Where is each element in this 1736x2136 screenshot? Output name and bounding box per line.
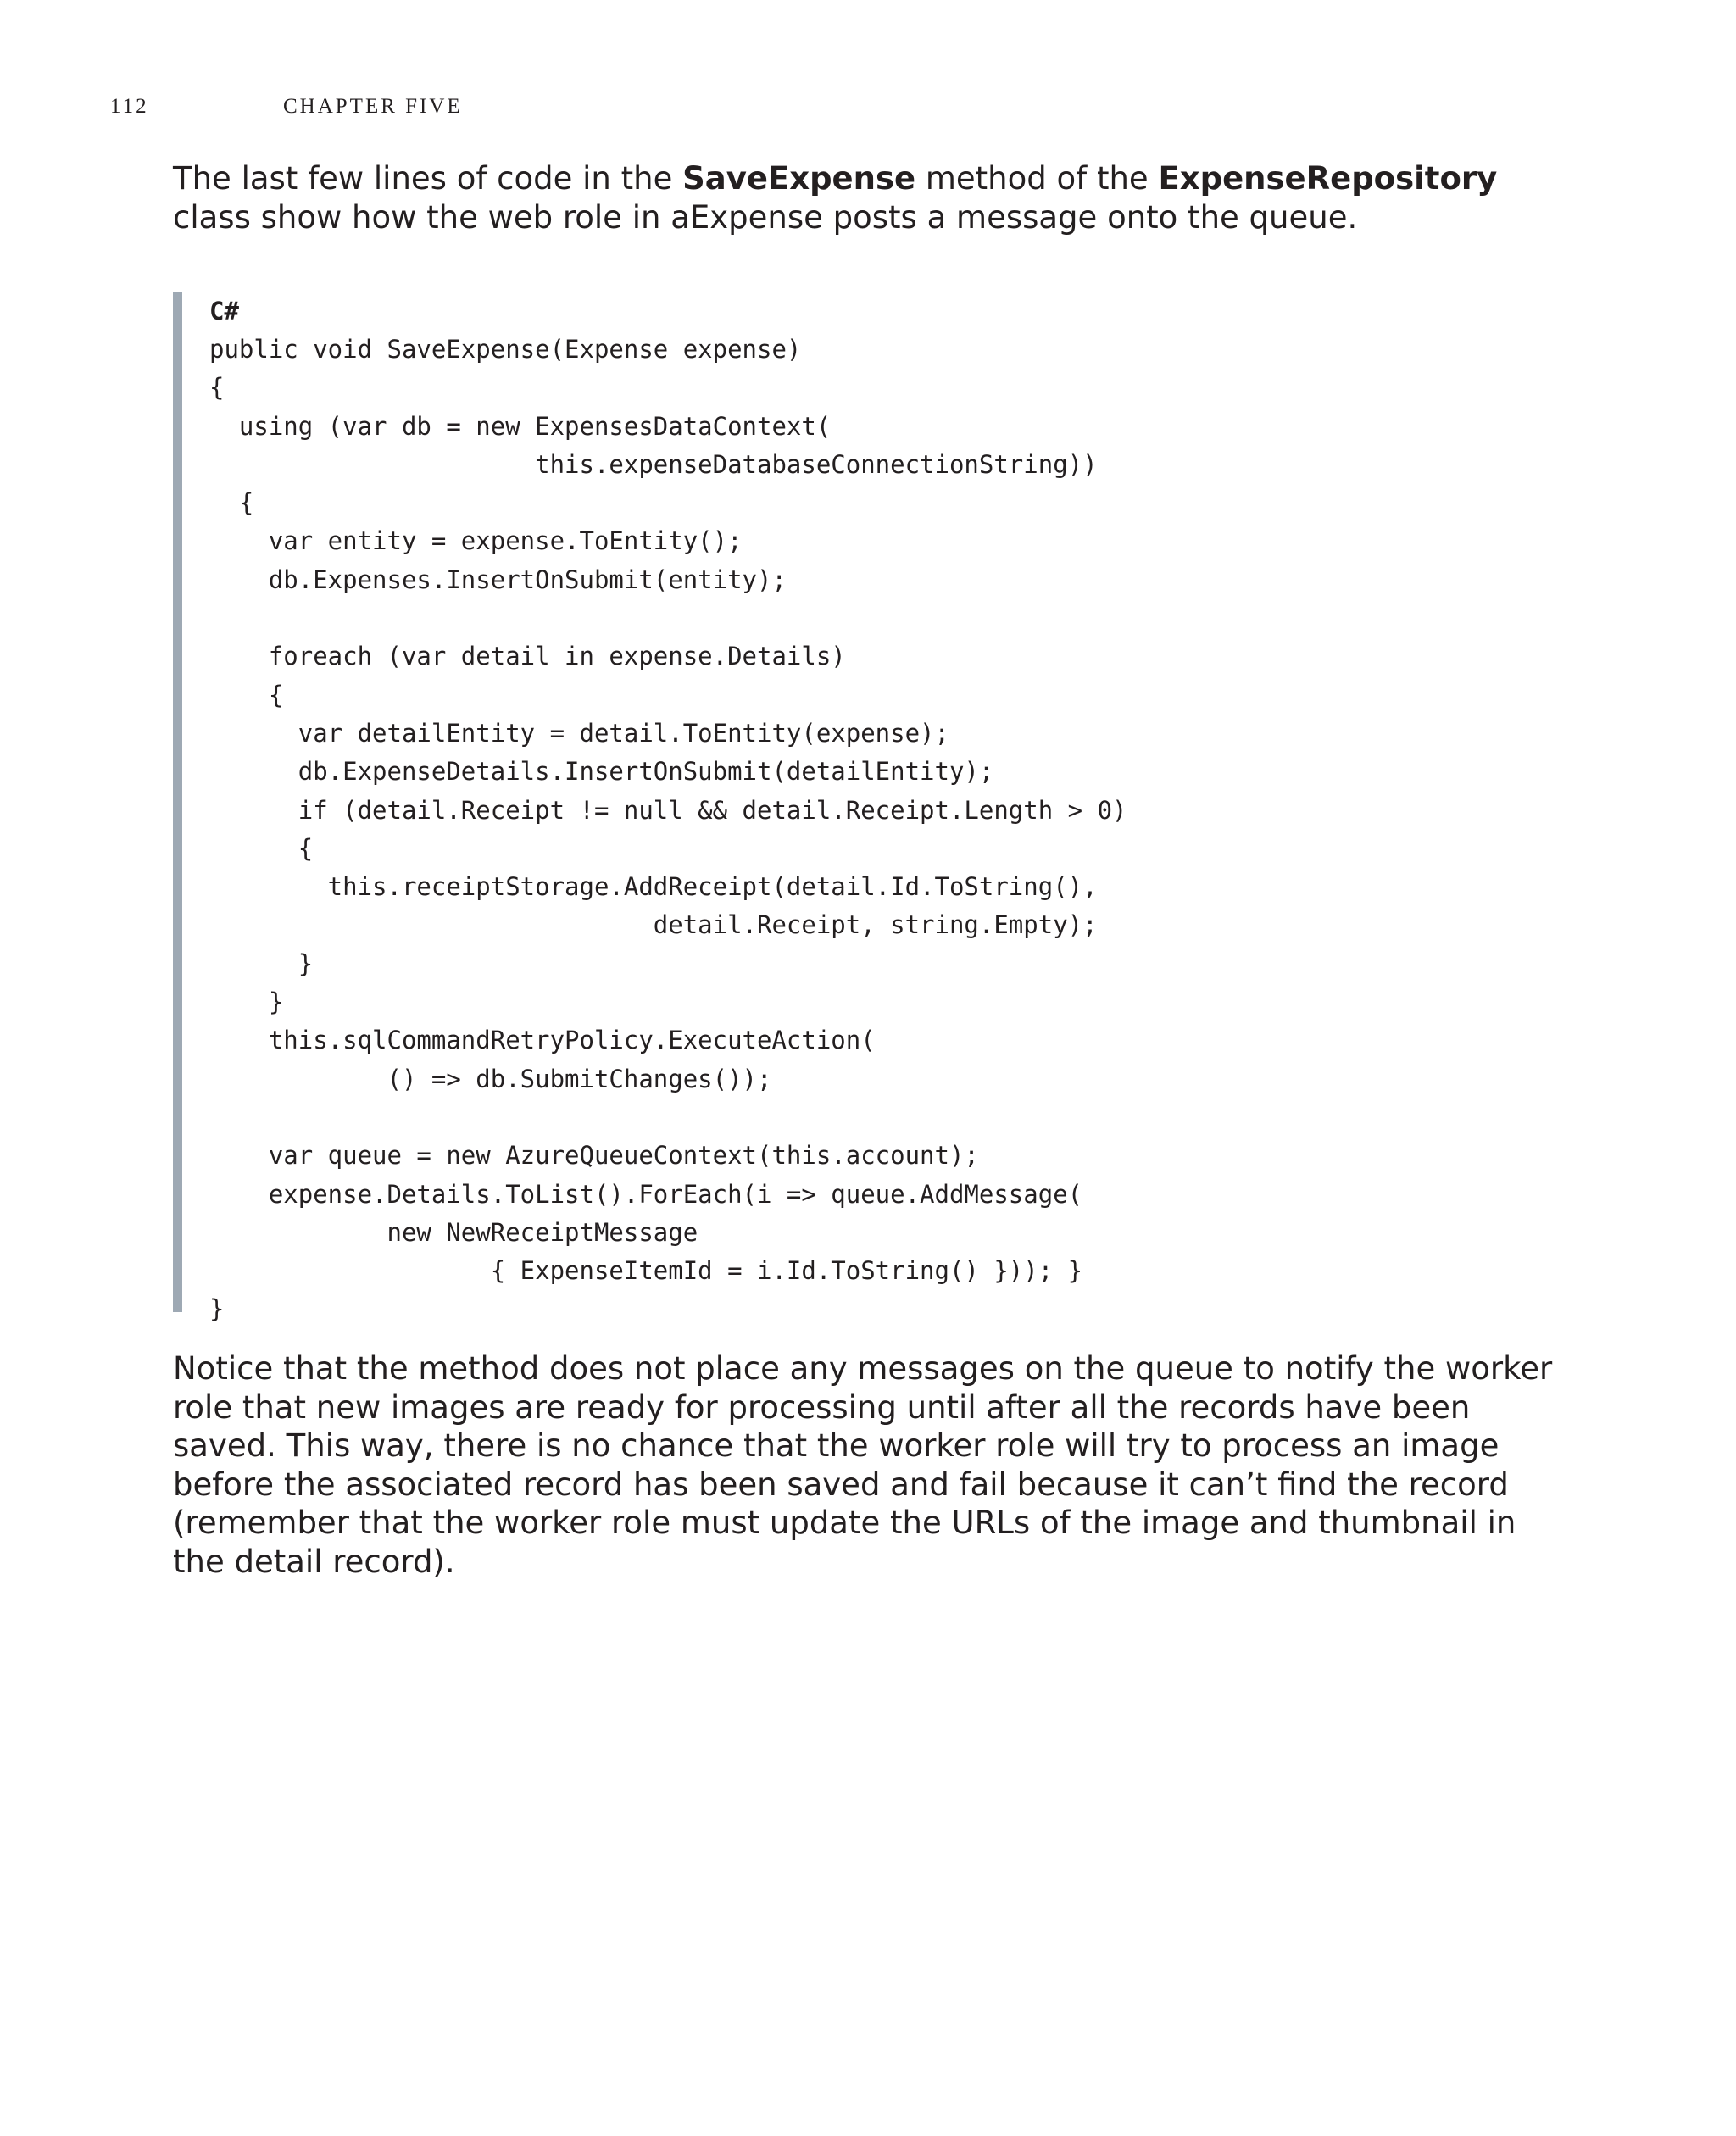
intro-paragraph [173,159,1556,236]
code-line: { [209,833,314,863]
code-line: expense.Details.ToList().ForEach(i => queue.AddMessage( [209,1179,1083,1209]
code-line: { [209,488,254,518]
code-line: } [209,948,314,978]
code-line [209,599,1127,637]
code-line: this.expenseDatabaseConnectionString)) [209,449,1098,479]
intro-text-1: The last few lines of code in the [173,160,683,197]
code-line: public void SaveExpense(Expense expense) [209,335,802,364]
code-line: this.sqlCommandRetryPolicy.ExecuteAction( [209,1026,876,1055]
code-line [209,1099,1127,1137]
code-line: } [209,1294,225,1324]
code-line: db.Expenses.InsertOnSubmit(entity); [209,565,787,594]
code-language-label: C# [209,297,239,325]
code-line: using (var db = new ExpensesDataContext( [209,411,832,441]
intro-text-3: class show how the web role in aExpense posts a message onto the queue. [173,198,1358,236]
code-line: } [209,987,284,1017]
code-line: { [209,373,225,403]
code-line: var entity = expense.ToEntity(); [209,526,743,556]
code-line: var queue = new AzureQueueContext(this.account); [209,1141,979,1171]
notice-paragraph: Notice that the method does not place any messages on the queue to notify the worker role that new images are ready for processing until after all the records have been saved. This way, there is no chance that the worker role will try to process an image before the associated record has been saved and fail because it can’t find the record (remember that the worker role must update the URLs of the image and thumbnail in the detail record). [173,1350,1553,1580]
page-number: 112 [110,95,149,118]
code-line: detail.Receipt, string.Empty); [209,910,1098,940]
code-line: foreach (var detail in expense.Details) [209,642,846,671]
code-line: if (detail.Receipt != null && detail.Receipt.Length > 0) [209,795,1127,825]
code-line: { ExpenseItemId = i.Id.ToString() })); } [209,1256,1083,1286]
code-lines [209,331,1127,1329]
chapter-title: CHAPTER FIVE [283,95,463,118]
code-line: db.ExpenseDetails.InsertOnSubmit(detailEntity); [209,757,994,787]
method-name-savexpense: SaveExpense [682,160,916,197]
code-line: new NewReceiptMessage [209,1217,698,1247]
code-line: { [209,680,284,709]
code-line: () => db.SubmitChanges()); [209,1064,772,1093]
code-line: this.receiptStorage.AddReceipt(detail.Id.ToString(), [209,872,1098,902]
code-listing [173,292,1190,1324]
code-line: var detailEntity = detail.ToEntity(expense); [209,718,949,748]
code-block-bar [173,292,182,1312]
class-name-expenserepository: ExpenseRepository [1158,160,1498,197]
intro-text-2: method of the [915,160,1159,197]
